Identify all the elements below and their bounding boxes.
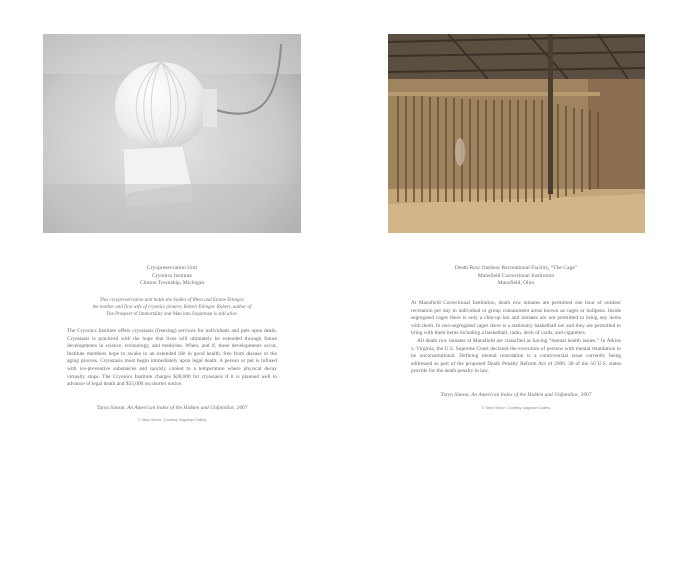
right-byline-title: An American Index of the Hidden and Unfamiliar (471, 392, 579, 399)
left-quote (67, 297, 277, 318)
right-byline (411, 392, 621, 400)
right-byline-name: Taryn Simon, (440, 392, 472, 399)
left-quote-italic: is still alive. (212, 312, 238, 318)
left-credit: © Taryn Simon. Courtesy Gagosian Gallery (137, 418, 207, 423)
left-heading-line: Cryonics Institute (152, 272, 192, 279)
right-credit: © Taryn Simon. Courtesy Gagosian Gallery (481, 405, 551, 410)
right-body-paragraph: All death row inmates at Mansfield are classified as having “mental health issues.” In Atkins v. Virginia, the U.S. Supreme Court declared the execution of persons with mental retardation to be unconstitutional. Defining mental retardation is a controversial issue currently being addressed as part of the proposed Death Penalty Reform Act of 2006. 38 of the 50 U.S. states provide for the death penalty in law. (411, 338, 621, 375)
left-heading-line: Cryopreservation Unit (146, 265, 198, 271)
left-heading-line: Clinton Township, Michigan (139, 280, 205, 287)
right-heading-line: Mansfield Correctional Institution (477, 272, 555, 279)
right-body-text (411, 300, 621, 376)
left-quote-line (67, 311, 277, 318)
right-caption-heading (411, 265, 621, 288)
left-quote-line: the mother and first wife of cryonics pioneer, Robert Ettinger. Robert, author of (92, 305, 252, 311)
left-caption-column (67, 265, 277, 423)
right-body-paragraph: At Mansfield Correctional Institution, death row inmates are permitted one hour of outdoor recreation per day in individual or group containment areas known as cages or bullpens. Inside segregated cages there is only a chin-up bar and inmates are not permitted to bring any items with them. In non-segregated cages there is a stationary basketball net and they are permitted to bring with them items including a basketball, radio, deck of cards, and cigarettes. (411, 300, 621, 337)
left-byline-name: Taryn Simon, (96, 404, 128, 411)
left-byline (67, 405, 277, 413)
right-byline-year: , 2007 (578, 392, 592, 399)
cryopreservation-unit-photo (43, 34, 301, 233)
right-heading-line: Mansfield, Ohio (497, 280, 535, 287)
left-body-paragraph: The Cryonics Institute offers cryostasis (freezing) services for individuals and pets upon death. Cryostasis is practiced with the hope that lives will ultimately be extended through future developments in science, technology, and medicine. When, and if, these developments occur, Institute members hope to awake to an extended life in good health, free from disease or the aging process. Cryostasis must begin immediately upon legal death. A person or pet is infused with ice-preventive substances and quickly cooled to a temperature where physical decay virtually stops. The Cryonics Institute charges $28,000 for cryostasis if it is planned well in advance of legal death and $35,000 on shorter notice. (67, 328, 277, 388)
left-quote-line: This cryopreservation unit holds the bodies of Rhea and Elaine Ettinger, (99, 298, 245, 304)
left-byline-title: An American Index of the Hidden and Unfamiliar (127, 404, 235, 411)
right-caption-column (411, 265, 621, 411)
left-body-text (67, 328, 277, 389)
left-caption-heading (67, 265, 277, 288)
left-quote-plain: The Prospect of Immortality and Man into Superman (106, 312, 213, 318)
death-row-cage-photo (388, 34, 645, 233)
left-byline-year: , 2007 (234, 404, 248, 411)
right-heading-line: Death Row Outdoor Recreational Facility, “The Cage” (454, 265, 578, 271)
